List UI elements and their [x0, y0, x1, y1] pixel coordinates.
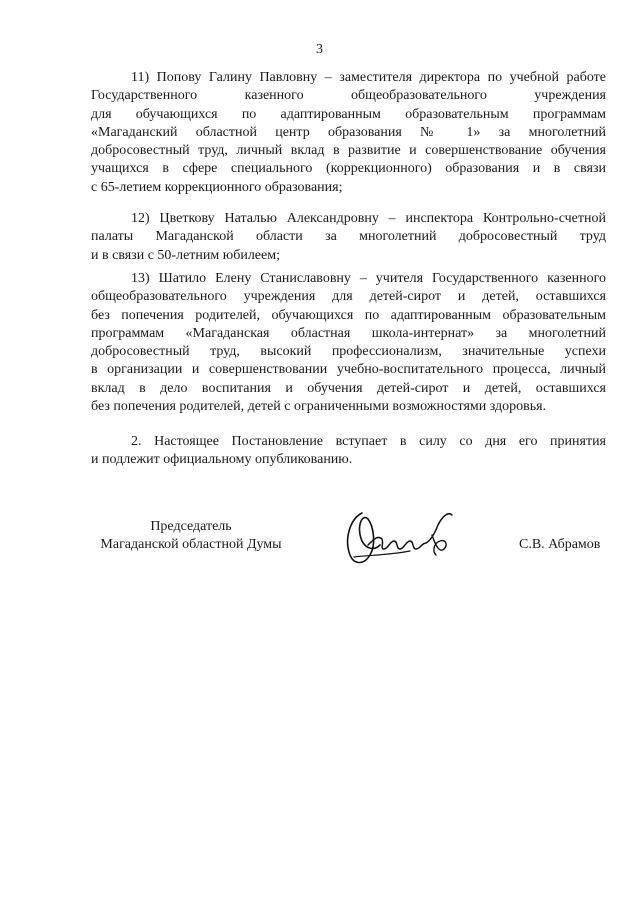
text-line: 13) Шатило Елену Станиславовну – учителя Государственного казенного	[131, 271, 606, 286]
text-line: «Магаданский областной центр образования № 1» за многолетний	[91, 124, 606, 140]
text-line: с 65-летием коррекционного образования;	[91, 179, 343, 195]
text-line: 12) Цветкову Наталью Александровну – инспектора Контрольно-счетной	[131, 211, 606, 226]
signatory-name: С.В. Абрамов	[519, 537, 601, 552]
text-line: учащихся в сфере специального (коррекционного) образования и в связи	[91, 161, 606, 177]
text-line: 11) Попову Галину Павловну – заместителя директора по учебной работе	[131, 70, 606, 85]
paragraph-item-12	[91, 210, 606, 265]
text-line: палаты Магаданской области за многолетний добросовестный труд	[91, 229, 606, 245]
text-line: добросовестный труд, высокий профессионализм, значительные успехи	[91, 344, 606, 360]
text-line: в организации и совершенствовании учебно-воспитательного процесса, личный	[91, 362, 606, 378]
text-line: и подлежит официальному опубликованию.	[91, 452, 353, 468]
text-line: без попечения родителей, обучающихся по адаптированным образовательным	[91, 307, 606, 323]
handwritten-signature	[340, 505, 465, 570]
text-line: 2. Настоящее Постановление вступает в силу со дня его принятия	[131, 434, 606, 449]
signatory-title	[91, 518, 291, 555]
text-line: без попечения родителей, детей с ограниченными возможностями здоровья.	[91, 399, 547, 415]
text-line: и в связи с 50-летним юбилеем;	[91, 247, 280, 263]
text-line: для обучающихся по адаптированным образовательным программам	[91, 106, 606, 122]
signatory-title-line: Магаданской областной Думы	[100, 537, 282, 553]
text-line: Государственного казенного общеобразовательного учреждения	[91, 88, 606, 104]
paragraph-section-2	[91, 433, 606, 470]
text-line: добросовестный труд, личный вклад в развитие и совершенствование обучения	[91, 143, 606, 159]
text-line: общеобразовательного учреждения для детей-сирот и детей, оставшихся	[91, 289, 606, 305]
text-line: вклад в дело воспитания и обучения детей-сирот и детей, оставшихся	[91, 380, 606, 396]
signatory-title-line: Председатель	[150, 519, 232, 534]
paragraph-item-13	[91, 270, 606, 416]
page-number: 3	[316, 42, 323, 57]
text-line: программам «Магаданская областная школа-интернат» за многолетний	[91, 325, 606, 341]
paragraph-item-11	[91, 69, 606, 197]
